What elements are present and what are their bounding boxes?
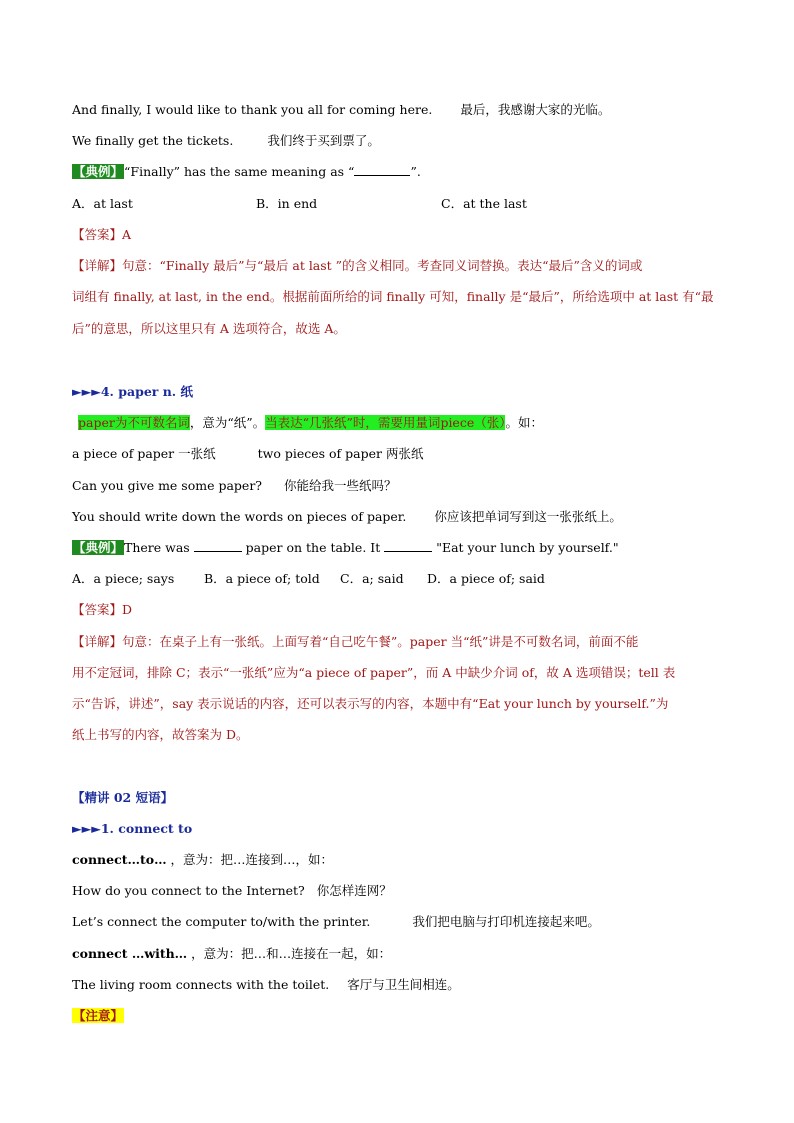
example-sentence <box>72 882 392 900</box>
answer-line <box>72 226 131 244</box>
explanation-line: 【详解】句意：在桌子上有一张纸。上面写着“自己吃午餐”。paper 当“纸”讲是不可数名词，前面不能 <box>72 634 639 649</box>
example-en: We finally get the tickets. <box>72 133 234 148</box>
example-zh: 你能给我一些纸吗？ <box>284 478 397 493</box>
option-d: D．a piece of; said <box>427 571 545 586</box>
explanation-line: 示“告诉，讲述”，say 表示说话的内容，还可以表示写的内容，本题中有“Eat your lunch by yourself.”为 <box>72 696 669 711</box>
explanation-tag: 【详解】 <box>72 634 123 649</box>
example-tag: 【典例】 <box>73 164 124 179</box>
answer-value: D <box>122 602 133 617</box>
example-sentence <box>72 508 622 526</box>
answer-value: A <box>122 227 132 242</box>
example-en: Let’s connect the computer to/with the printer. <box>72 914 371 929</box>
example-sentence <box>72 132 380 150</box>
example-zh: 我们把电脑与打印机连接起来吧。 <box>412 914 600 929</box>
section-heading: 【精讲 02 短语】 <box>72 790 174 805</box>
note-line: paper为不可数名词，意为“纸”。当表达“几张纸”时，需要用量词piece（张）。如： <box>78 415 543 430</box>
explanation-line: 后”的意思，所以这里只有 A 选项符合，故选 A。 <box>72 321 346 336</box>
rule-line: connect…to… ，意为：把…连接到…，如： <box>72 852 334 867</box>
section-heading: ►►►4. paper n. 纸 <box>72 384 194 399</box>
option-a: A．a piece; says <box>72 571 175 586</box>
question-options <box>72 195 527 213</box>
explanation-line: 纸上书写的内容，故答案为 D。 <box>72 727 249 742</box>
example-sentence <box>72 976 460 994</box>
question-stem: 【典例】“Finally” has the same meaning as “ ”. <box>73 164 421 179</box>
explanation-tag: 【详解】 <box>72 258 123 273</box>
answer-blank <box>384 539 432 552</box>
answer-blank <box>194 539 242 552</box>
option-b: B．in end <box>256 196 318 211</box>
note-tag-line <box>72 1007 124 1025</box>
example-sentence <box>72 913 600 931</box>
answer-blank <box>354 163 410 176</box>
example-tag: 【典例】 <box>73 540 124 555</box>
example-en: And finally, I would like to thank you all for coming here. <box>72 102 433 117</box>
explanation-line: 用不定冠词，排除 C；表示“一张纸”应为“a piece of paper”，而 A 中缺少介词 of，故 A 选项错误；tell 表 <box>72 665 676 680</box>
sub-heading: ►►►1. connect to <box>72 821 193 836</box>
explanation-line: 【详解】句意：“Finally 最后”与“最后 at last ”的含义相同。考查同义词替换。表达“最后”含义的词或 <box>72 258 643 273</box>
option-b: B．a piece of; told <box>204 571 320 586</box>
example-en: How do you connect to the Internet? <box>72 883 305 898</box>
option-c: C．at the last <box>441 196 527 211</box>
example-zh: 我们终于买到票了。 <box>267 133 380 148</box>
example-sentence <box>72 101 610 119</box>
answer-tag: 【答案】 <box>72 227 123 242</box>
option-c: C．a; said <box>340 571 404 586</box>
note-tag: 【注意】 <box>73 1008 124 1023</box>
answer-tag: 【答案】 <box>72 602 123 617</box>
example-zh: 最后，我感谢大家的光临。 <box>460 102 611 117</box>
answer-line <box>72 601 132 619</box>
rule-line: connect …with… ，意为：把…和…连接在一起，如： <box>72 946 392 961</box>
example-en: You should write down the words on pieces of paper. <box>72 509 407 524</box>
explanation-line: 词组有 finally, at last, in the end。根据前面所给的词 finally 可知，finally 是“最后”，所给选项中 at last 有“最 <box>72 289 714 304</box>
example-sentence: a piece of paper 一张纸 two pieces of paper 两张纸 <box>72 446 424 461</box>
example-zh: 你应该把单词写到这一张张纸上。 <box>434 509 622 524</box>
option-a: A．at last <box>72 196 133 211</box>
question-options <box>72 570 545 588</box>
question-stem: 【典例】There was paper on the table. It "Eat your lunch by yourself." <box>73 540 619 555</box>
example-en: The living room connects with the toilet. <box>72 977 330 992</box>
example-en: Can you give me some paper? <box>72 478 263 493</box>
example-zh: 你怎样连网？ <box>316 883 392 898</box>
example-zh: 客厅与卫生间相连。 <box>347 977 460 992</box>
example-sentence <box>72 477 397 495</box>
